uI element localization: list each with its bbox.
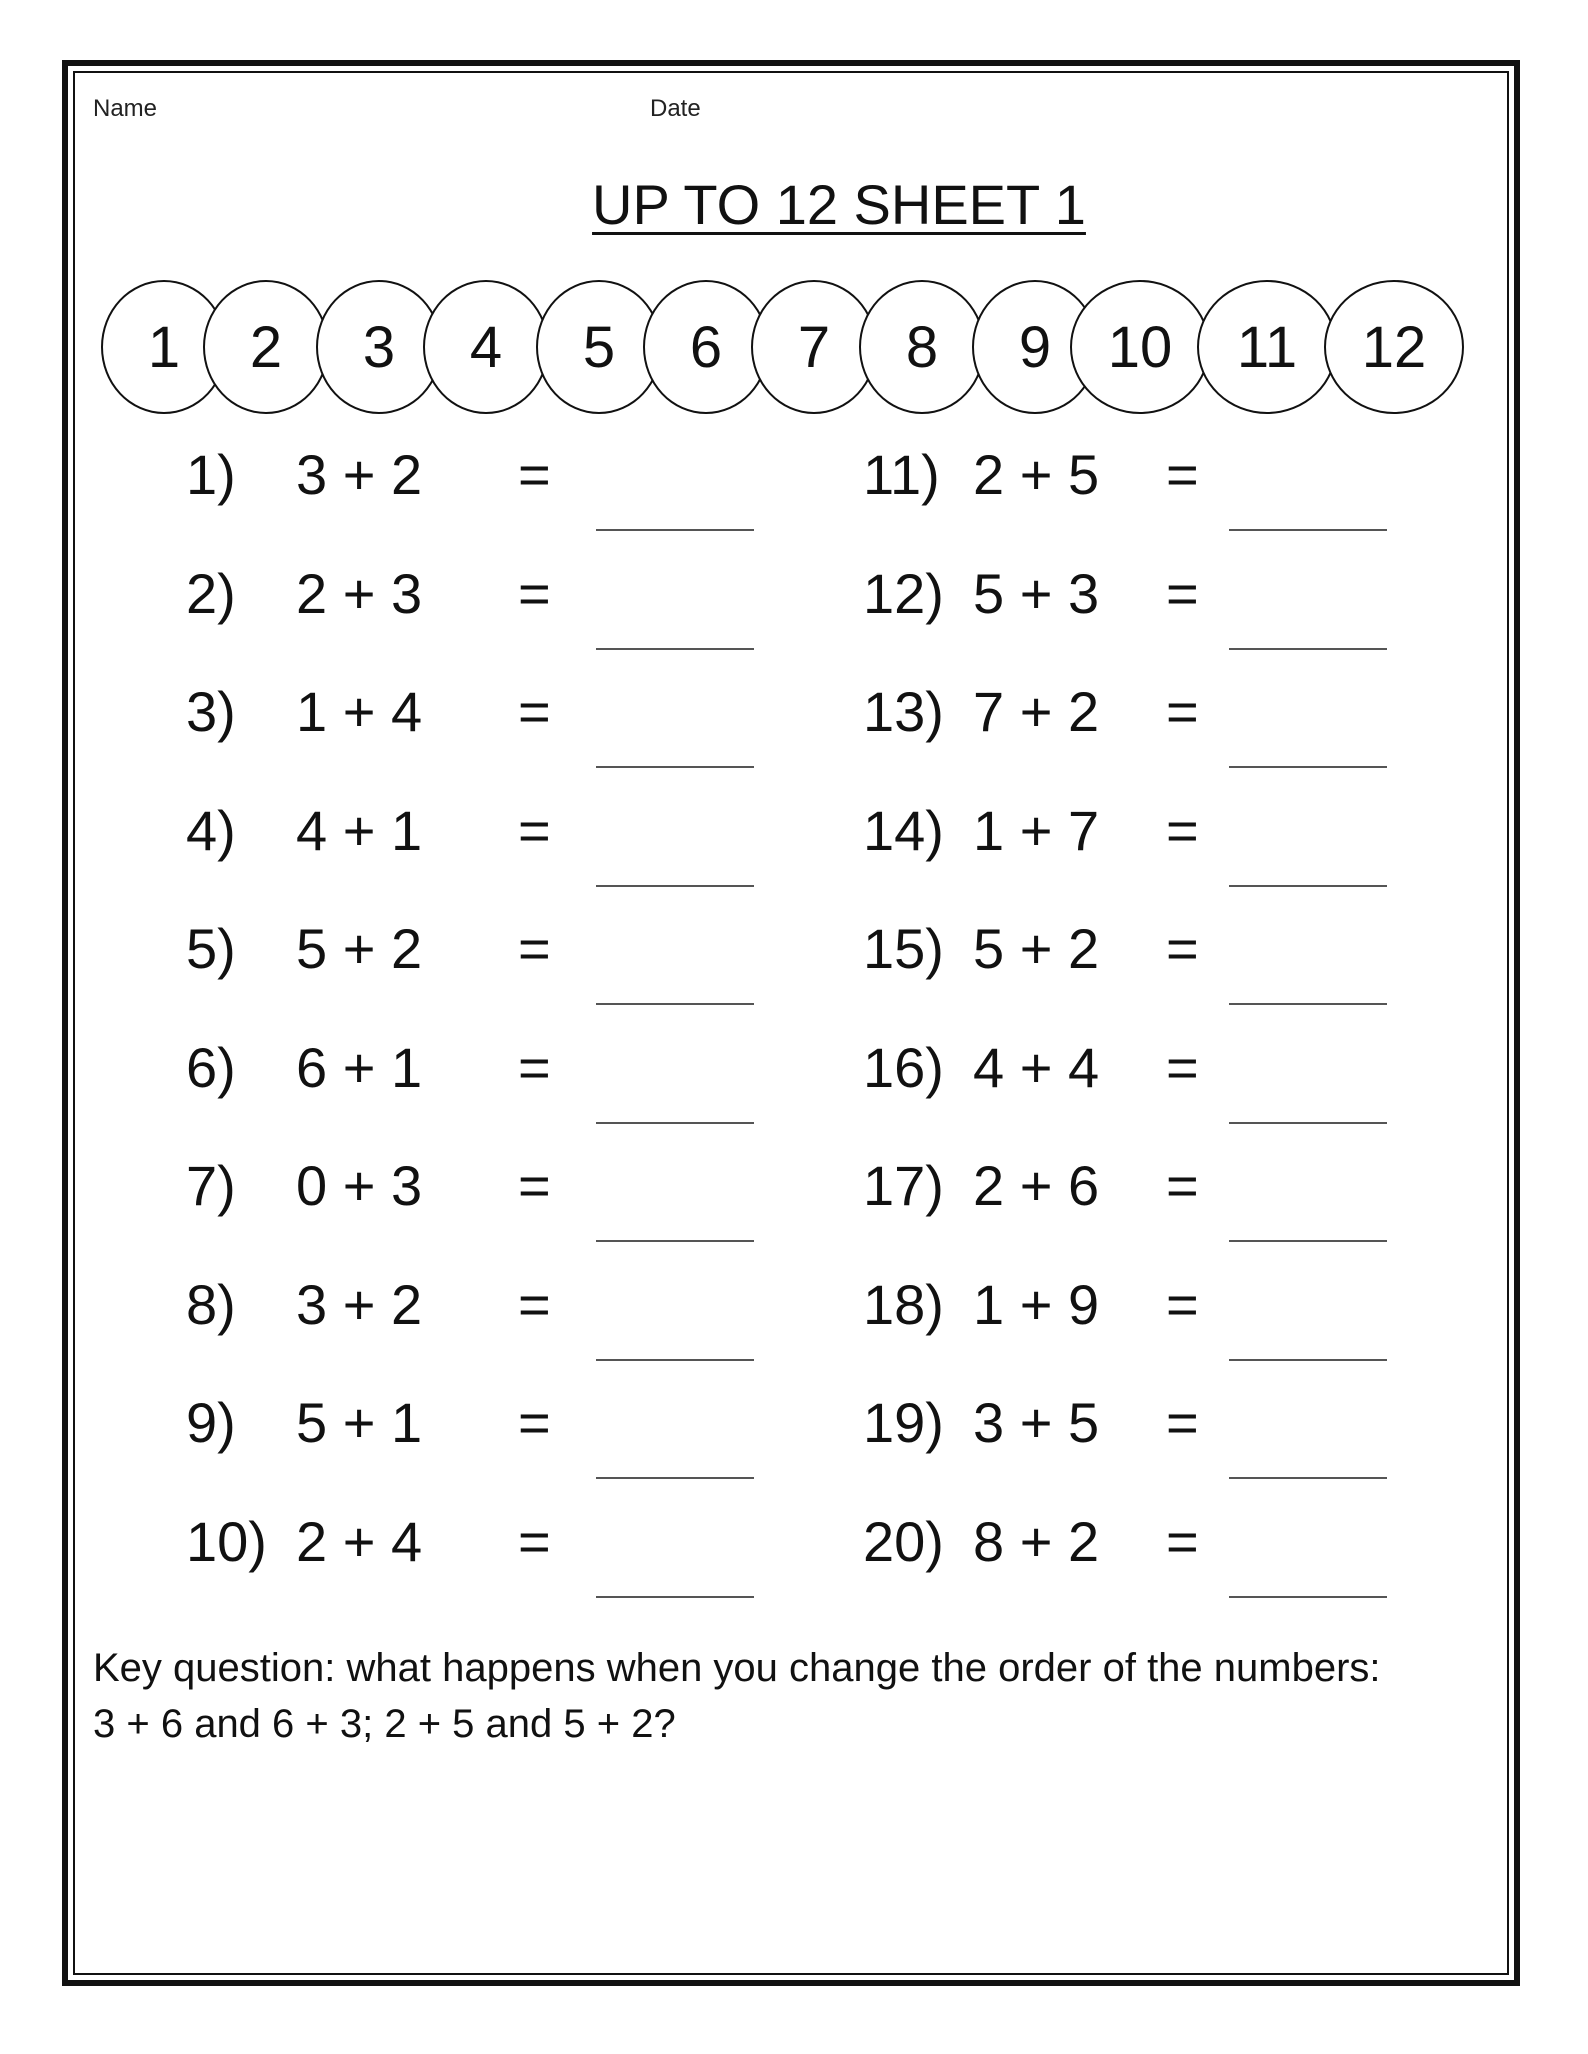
answer-blank[interactable] [1229,1003,1387,1005]
number-circle-8: 8 [859,280,985,414]
problem-number: 6) [186,1035,236,1099]
problem-expression: 1 + 9 [973,1272,1100,1336]
number-circle-3: 3 [316,280,442,414]
name-label: Name [93,95,158,122]
problem-expression: 5 + 3 [973,561,1100,625]
answer-blank[interactable] [1229,1477,1387,1479]
answer-blank[interactable] [1229,1596,1387,1598]
problem-expression: 2 + 6 [973,1154,1100,1217]
date-label: Date [650,95,701,122]
number-circle-10: 10 [1070,280,1210,414]
problem-expression: 6 + 1 [296,1035,423,1099]
problem-number: 11) [863,443,940,506]
problem-number: 17) [863,1154,944,1217]
equals-sign: = [1166,1391,1199,1454]
answer-blank[interactable] [596,529,754,531]
equals-sign: = [518,1509,551,1573]
equals-sign: = [518,561,551,625]
answer-blank[interactable] [596,1477,754,1479]
number-circle-5: 5 [536,280,662,414]
problem-expression: 4 + 4 [973,1035,1100,1099]
equals-sign: = [1166,680,1199,743]
problem-expression: 2 + 3 [296,561,423,625]
answer-blank[interactable] [1229,1240,1387,1242]
problem-number: 20) [863,1509,944,1573]
problem-number: 3) [186,680,236,743]
answer-blank[interactable] [596,1240,754,1242]
equals-sign: = [518,443,551,506]
problem-number: 5) [186,917,236,980]
problem-expression: 5 + 1 [296,1391,423,1454]
problem-expression: 1 + 7 [973,798,1100,862]
answer-blank[interactable] [1229,648,1387,650]
problem-number: 18) [863,1272,944,1336]
problem-number: 1) [186,443,236,506]
problem-expression: 0 + 3 [296,1154,423,1217]
problem-number: 9) [186,1391,236,1454]
problem-expression: 4 + 1 [296,798,423,862]
equals-sign: = [518,798,551,862]
number-circle-6: 6 [643,280,769,414]
number-circle-11: 11 [1197,280,1337,414]
equals-sign: = [1166,443,1199,506]
equals-sign: = [1166,1035,1199,1099]
answer-blank[interactable] [596,648,754,650]
problem-number: 12) [863,561,944,625]
equals-sign: = [518,917,551,980]
equals-sign: = [1166,1154,1199,1217]
problem-expression: 2 + 5 [973,443,1100,506]
answer-blank[interactable] [1229,1359,1387,1361]
problem-number: 16) [863,1035,944,1099]
worksheet-title: UP TO 12 SHEET 1 [592,173,1086,236]
equals-sign: = [518,1272,551,1336]
problem-number: 7) [186,1154,236,1217]
number-circle-2: 2 [203,280,329,414]
problem-expression: 3 + 2 [296,443,423,506]
equals-sign: = [1166,1509,1199,1573]
problem-expression: 5 + 2 [296,917,423,980]
problem-expression: 7 + 2 [973,680,1100,743]
number-circle-1: 1 [101,280,227,414]
problem-expression: 8 + 2 [973,1509,1100,1573]
answer-blank[interactable] [1229,1122,1387,1124]
key-question-line-2: 3 + 6 and 6 + 3; 2 + 5 and 5 + 2? [93,1702,676,1746]
problem-number: 10) [186,1509,267,1573]
problem-number: 19) [863,1391,944,1454]
problem-expression: 3 + 5 [973,1391,1100,1454]
problem-number: 8) [186,1272,236,1336]
equals-sign: = [1166,1272,1199,1336]
answer-blank[interactable] [596,1122,754,1124]
answer-blank[interactable] [1229,766,1387,768]
problem-number: 2) [186,561,236,625]
problem-expression: 2 + 4 [296,1509,423,1573]
answer-blank[interactable] [596,1359,754,1361]
equals-sign: = [518,1154,551,1217]
answer-blank[interactable] [596,885,754,887]
answer-blank[interactable] [596,1596,754,1598]
problem-number: 14) [863,798,944,862]
key-question [93,1640,1513,1752]
number-circle-7: 7 [751,280,877,414]
equals-sign: = [518,1391,551,1454]
number-circle-9: 9 [972,280,1098,414]
problem-expression: 1 + 4 [296,680,423,743]
key-question-line-1: Key question: what happens when you change the order of the numbers: [93,1646,1381,1690]
equals-sign: = [1166,561,1199,625]
problem-number: 15) [863,917,944,980]
problem-expression: 5 + 2 [973,917,1100,980]
problem-number: 4) [186,798,236,862]
number-circle-4: 4 [423,280,549,414]
problem-number: 13) [863,680,944,743]
answer-blank[interactable] [596,1003,754,1005]
equals-sign: = [1166,917,1199,980]
answer-blank[interactable] [1229,529,1387,531]
problem-expression: 3 + 2 [296,1272,423,1336]
answer-blank[interactable] [596,766,754,768]
equals-sign: = [518,1035,551,1099]
answer-blank[interactable] [1229,885,1387,887]
number-circle-12: 12 [1324,280,1464,414]
equals-sign: = [518,680,551,743]
equals-sign: = [1166,798,1199,862]
